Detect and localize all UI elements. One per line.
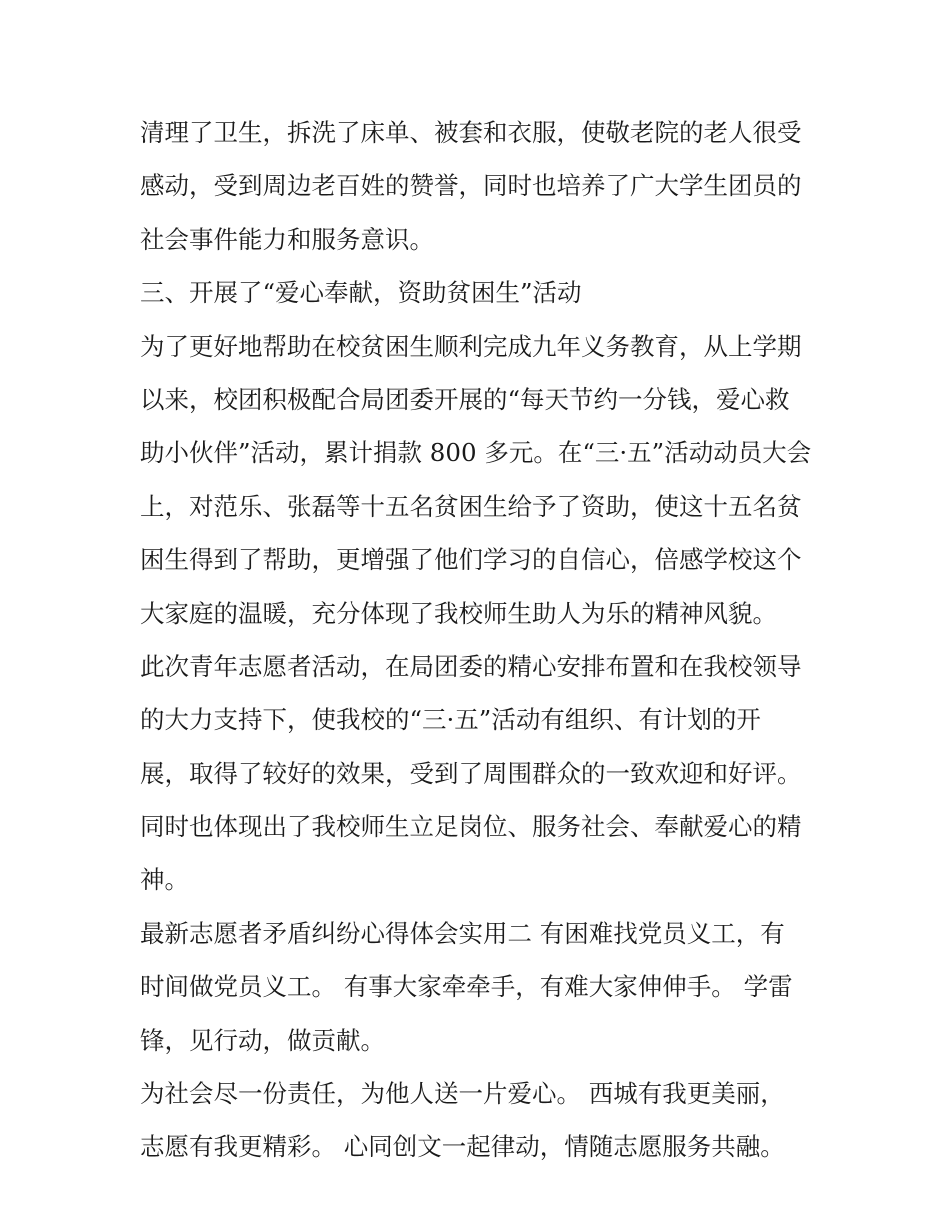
text-line: 社会事件能力和服务意识。 — [140, 224, 434, 254]
text-line: 感动，受到周边老百姓的赞誉，同时也培养了广大学生团员的 — [140, 171, 802, 201]
text-line: 最新志愿者矛盾纠纷心得体会实用二 有困难找党员义工，有 — [140, 918, 785, 948]
text-line: 为社会尽一份责任，为他人送一片爱心。 西城有我更美丽， — [140, 1079, 785, 1109]
text-line: 志愿有我更精彩。 心同创文一起律动，情随志愿服务共融。 — [140, 1132, 785, 1162]
text-line: 助小伙伴”活动，累计捐款 800 多元。在“三·五”活动动员大会 — [140, 438, 812, 468]
text-line: 的大力支持下，使我校的“三·五”活动有组织、有计划的开 — [140, 705, 761, 735]
document-body — [140, 106, 830, 1174]
text-line: 大家庭的温暖，充分体现了我校师生助人为乐的精神风貌。 — [140, 598, 777, 628]
text-line: 困生得到了帮助，更增强了他们学习的自信心，倍感学校这个 — [140, 545, 802, 575]
text-line: 上，对范乐、张磊等十五名贫困生给予了资助，使这十五名贫 — [140, 491, 802, 521]
section-heading: 三、开展了“爱心奉献，资助贫困生”活动 — [140, 278, 582, 308]
text-line: 同时也体现出了我校师生立足岗位、服务社会、奉献爱心的精 — [140, 812, 802, 842]
text-line: 此次青年志愿者活动，在局团委的精心安排布置和在我校领导 — [140, 651, 802, 681]
text-line: 以来，校团积极配合局团委开展的“每天节约一分钱，爱心救 — [140, 384, 790, 414]
text-line: 时间做党员义工。 有事大家牵牵手，有难大家伸伸手。 学雷 — [140, 972, 793, 1002]
text-line: 锋，见行动，做贡献。 — [140, 1025, 385, 1055]
text-line: 神。 — [140, 865, 189, 895]
text-line: 展，取得了较好的效果，受到了周围群众的一致欢迎和好评。 — [140, 758, 802, 788]
text-line: 清理了卫生，拆洗了床单、被套和衣服，使敬老院的老人很受 — [140, 118, 802, 147]
text-line: 为了更好地帮助在校贫困生顺利完成九年义务教育，从上学期 — [140, 331, 802, 361]
